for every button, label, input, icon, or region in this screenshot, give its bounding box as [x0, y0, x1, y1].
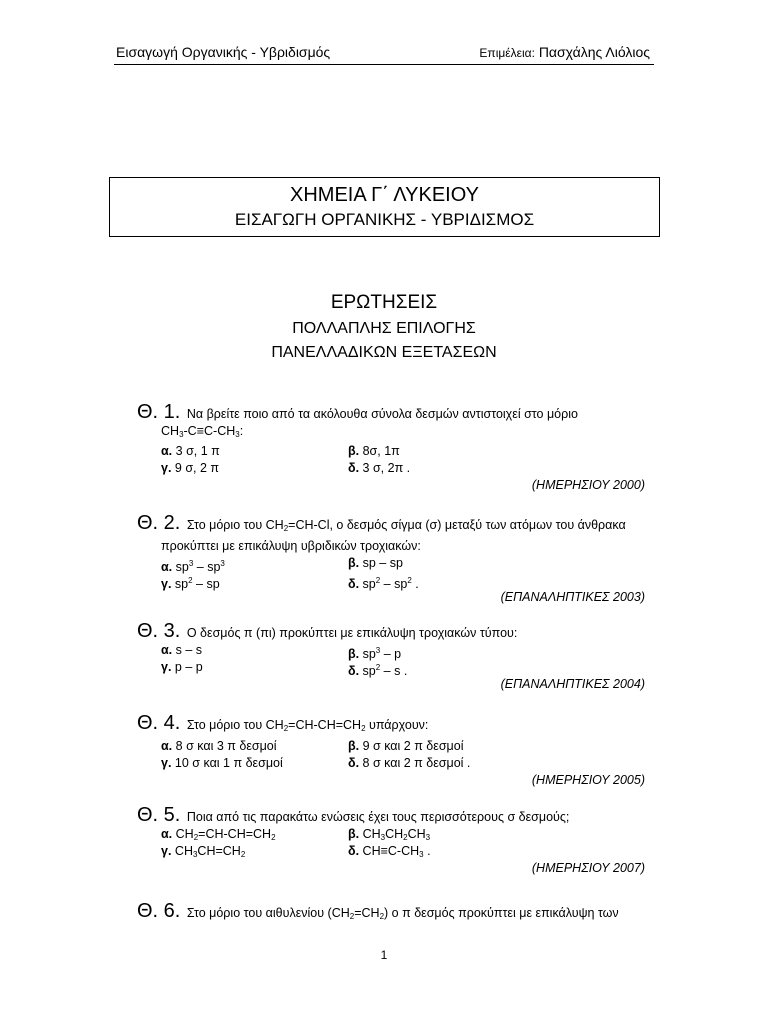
options-row	[137, 738, 657, 755]
section-subheading-2: ΠΑΝΕΛΛΑΔΙΚΩΝ ΕΞΕΤΑΣΕΩΝ	[271, 344, 497, 361]
options-row	[137, 659, 657, 676]
header-author	[479, 44, 650, 60]
question-number: Θ. 2.	[137, 512, 181, 534]
question-number: Θ. 3.	[137, 620, 181, 642]
question-text: Στο μόριο του αιθυλενίου $(CH_2=CH_2)$ ο π δεσμός προκύπτει με επικάλυψη των	[186, 906, 619, 921]
option-c: γ. p – p	[161, 660, 203, 674]
option-a: α. $CH_2=CH-CH=CH_2$	[161, 827, 276, 842]
question-source: (ΕΠΑΝΑΛΗΠΤΙΚΕΣ 2003)	[500, 590, 645, 604]
options-row	[137, 826, 657, 843]
title-line-1: ΧΗΜΕΙΑ Γ΄ ΛΥΚΕΙΟΥ	[290, 184, 479, 206]
option-c: γ. $CH_3CH=CH_2$	[161, 844, 246, 859]
option-b: β. sp – sp	[348, 556, 403, 570]
question-source: (ΕΠΑΝΑΛΗΠΤΙΚΕΣ 2004)	[500, 677, 645, 691]
option-c: γ. 10 σ και 1 π δεσμοί	[161, 756, 283, 770]
option-d: δ. $sp^2$ – s .	[348, 663, 408, 678]
options-row	[137, 555, 657, 572]
options-row	[137, 755, 657, 772]
header-author-name: Πασχάλης Λιόλιος	[538, 44, 650, 60]
option-c: γ. 9 σ, 2 π	[161, 461, 220, 475]
section-subheading-1: ΠΟΛΛΑΠΛΗΣ ΕΠΙΛΟΓΗΣ	[292, 320, 476, 337]
options-row	[137, 572, 657, 589]
question-6	[137, 902, 657, 926]
option-b: β. $CH_3CH_2CH_3$	[348, 827, 431, 842]
option-b: β. 9 σ και 2 π δεσμοί	[348, 739, 464, 753]
question-text: Να βρείτε ποιο από τα ακόλουθα σύνολα δεσμών αντιστοιχεί στο μόριο	[186, 407, 578, 421]
question-text: Στο μόριο του $CH_2=CH-CH=CH_2$ υπάρχουν:	[186, 718, 429, 733]
question-number: Θ. 1.	[137, 401, 181, 423]
question-5	[137, 806, 657, 877]
question-4	[137, 714, 657, 789]
question-number: Θ. 4.	[137, 712, 181, 734]
options-row	[137, 642, 657, 659]
header-title: Εισαγωγή Οργανικής - Υβριδισμός	[116, 44, 331, 60]
option-c: γ. $sp^2$ – sp	[161, 576, 220, 591]
option-b: β. 8σ, 1π	[348, 444, 400, 458]
header-author-label: Επιμέλεια:	[479, 46, 535, 60]
options-row	[137, 460, 657, 477]
option-a: α. 3 σ, 1 π	[161, 444, 220, 458]
page-header	[114, 42, 654, 65]
option-a: α. s – s	[161, 643, 203, 657]
title-line-2: ΕΙΣΑΓΩΓΗ ΟΡΓΑΝΙΚΗΣ - ΥΒΡΙΔΙΣΜΟΣ	[234, 210, 535, 229]
option-b: β. $sp^3$ – p	[348, 646, 402, 661]
page-number: 1	[380, 948, 388, 962]
question-number: Θ. 5.	[137, 804, 181, 826]
question-source: (ΗΜΕΡΗΣΙΟΥ 2007)	[531, 861, 645, 875]
option-d: δ. 3 σ, 2π .	[348, 461, 411, 475]
title-box	[109, 177, 660, 237]
question-source: (ΗΜΕΡΗΣΙΟΥ 2000)	[531, 478, 645, 492]
question-text: Ποια από τις παρακάτω ενώσεις έχει τους περισσότερους σ δεσμούς;	[186, 810, 570, 824]
question-1	[137, 403, 657, 494]
question-text-cont: προκύπτει με επικάλυψη υβριδικών τροχιακών:	[161, 539, 421, 553]
option-a: α. $sp^3 - sp^3$	[161, 559, 225, 574]
options-row	[137, 443, 657, 460]
question-number: Θ. 6.	[137, 900, 181, 922]
option-d: δ. 8 σ και 2 π δεσμοί .	[348, 756, 471, 770]
section-heading: ΕΡΩΤΗΣΕΙΣ	[330, 292, 438, 313]
options-row	[137, 843, 657, 860]
question-text: Ο δεσμός π (πι) προκύπτει με επικάλυψη τροχιακών τύπου:	[186, 626, 518, 640]
question-2	[137, 514, 657, 606]
question-3	[137, 622, 657, 693]
option-a: α. 8 σ και 3 π δεσμοί	[161, 739, 277, 753]
question-text: Στο μόριο του $CH_2=CH-Cl$, ο δεσμός σίγμα (σ) μεταξύ των ατόμων του άνθρακα	[186, 518, 626, 533]
question-source: (ΗΜΕΡΗΣΙΟΥ 2005)	[531, 773, 645, 787]
question-formula: $CH_3-C\equiv C-CH_3$:	[161, 424, 244, 439]
option-d: δ. $sp^2 - sp^2$ .	[348, 576, 419, 591]
option-d: δ. $CH\equiv C-CH_3$ .	[348, 844, 431, 859]
